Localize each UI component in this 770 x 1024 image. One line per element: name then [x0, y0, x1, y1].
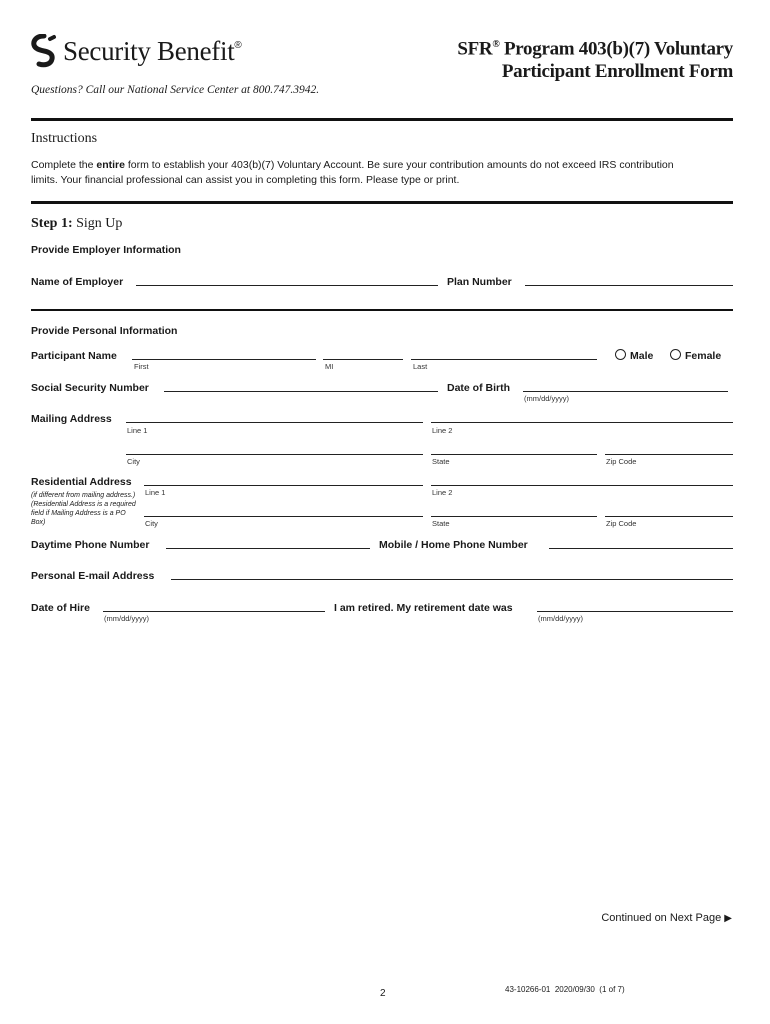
security-benefit-logo-icon [31, 34, 57, 68]
first-name-caption: First [134, 362, 149, 371]
mailing-zip-field[interactable] [605, 454, 733, 455]
dob-label: Date of Birth [447, 382, 510, 394]
retirement-date-field[interactable] [537, 611, 733, 612]
female-option[interactable]: Female [670, 349, 721, 362]
instructions-heading: Instructions [31, 131, 98, 146]
form-title-line1: SFR® Program 403(b)(7) Voluntary [457, 38, 733, 60]
mi-caption: MI [325, 362, 334, 371]
last-name-caption: Last [413, 362, 428, 371]
questions-text: Questions? Call our National Service Center at 800.747.3942. [31, 84, 320, 96]
residential-address-label: Residential Address [31, 476, 132, 488]
instructions-text: Complete the entire form to establish your 403(b)(7) Voluntary Account. Be sure your contribution amounts do not exceed IRS contribution limits. Your financial professional can assist you in completing this form. Please type or print. [31, 159, 674, 186]
personal-section-label: Provide Personal Information [31, 325, 178, 337]
residential-zip-field[interactable] [605, 516, 733, 517]
mailing-line2-caption: Line 2 [432, 426, 453, 435]
residential-state-field[interactable] [431, 516, 597, 517]
email-label: Personal E-mail Address [31, 570, 155, 582]
form-title [457, 33, 733, 83]
daytime-phone-label: Daytime Phone Number [31, 539, 150, 551]
ssn-field[interactable] [164, 391, 438, 392]
plan-number-label: Plan Number [447, 276, 512, 288]
mailing-zip-caption: Zip Code [606, 457, 637, 466]
date-of-hire-label: Date of Hire [31, 602, 90, 614]
residential-state-caption: State [432, 519, 450, 528]
retirement-date-label: I am retired. My retirement date was [334, 602, 513, 614]
mailing-state-caption: State [432, 457, 450, 466]
date-of-hire-field[interactable] [103, 611, 325, 612]
step1-heading: Step 1: Sign Up [31, 216, 123, 231]
employer-divider [31, 309, 733, 311]
residential-line2-field[interactable] [431, 485, 733, 486]
dob-field[interactable] [523, 391, 728, 392]
play-arrow-icon: ▶ [724, 913, 732, 924]
dob-format-caption: (mm/dd/yyyy) [524, 394, 569, 403]
page-number: 2 [380, 988, 386, 999]
form-title-line2: Participant Enrollment Form [501, 61, 733, 83]
mobile-phone-label: Mobile / Home Phone Number [379, 539, 528, 551]
male-radio-icon[interactable] [615, 349, 626, 360]
residential-city-caption: City [145, 519, 158, 528]
brand-name: Security Benefit [63, 35, 235, 66]
employer-section-label: Provide Employer Information [31, 244, 181, 256]
date-of-hire-format-caption: (mm/dd/yyyy) [104, 614, 149, 623]
mailing-address-label: Mailing Address [31, 413, 112, 425]
female-radio-icon[interactable] [670, 349, 681, 360]
male-option[interactable]: Male [615, 349, 653, 362]
instructions-divider [31, 201, 733, 204]
name-of-employer-field[interactable] [136, 285, 438, 286]
daytime-phone-field[interactable] [166, 548, 370, 549]
continued-note: Continued on Next Page ▶ [601, 912, 732, 924]
email-field[interactable] [171, 579, 733, 580]
brand-registered-mark: ® [234, 39, 242, 51]
residential-zip-caption: Zip Code [606, 519, 637, 528]
mailing-line2-field[interactable] [431, 422, 733, 423]
first-name-field[interactable] [132, 359, 316, 360]
last-name-field[interactable] [411, 359, 597, 360]
mailing-city-caption: City [127, 457, 140, 466]
mailing-city-field[interactable] [126, 454, 423, 455]
ssn-label: Social Security Number [31, 382, 149, 394]
residential-city-field[interactable] [144, 516, 423, 517]
middle-initial-field[interactable] [323, 359, 403, 360]
mobile-phone-field[interactable] [549, 548, 733, 549]
mailing-state-field[interactable] [431, 454, 597, 455]
residential-line2-caption: Line 2 [432, 488, 453, 497]
participant-name-label: Participant Name [31, 350, 117, 362]
name-of-employer-label: Name of Employer [31, 276, 124, 288]
retirement-date-format-caption: (mm/dd/yyyy) [538, 614, 583, 623]
residential-line1-field[interactable] [144, 485, 423, 486]
residential-address-note: (if different from mailing address.) (Residential Address is a required field if Mailing Address is a PO Box) [31, 492, 136, 526]
residential-line1-caption: Line 1 [145, 488, 166, 497]
mailing-line1-field[interactable] [126, 422, 423, 423]
form-code: 43-10266-01 2020/09/30 (1 of 7) [505, 985, 625, 994]
mailing-line1-caption: Line 1 [127, 426, 148, 435]
header-divider [31, 118, 733, 121]
logo [31, 34, 242, 68]
plan-number-field[interactable] [525, 285, 733, 286]
